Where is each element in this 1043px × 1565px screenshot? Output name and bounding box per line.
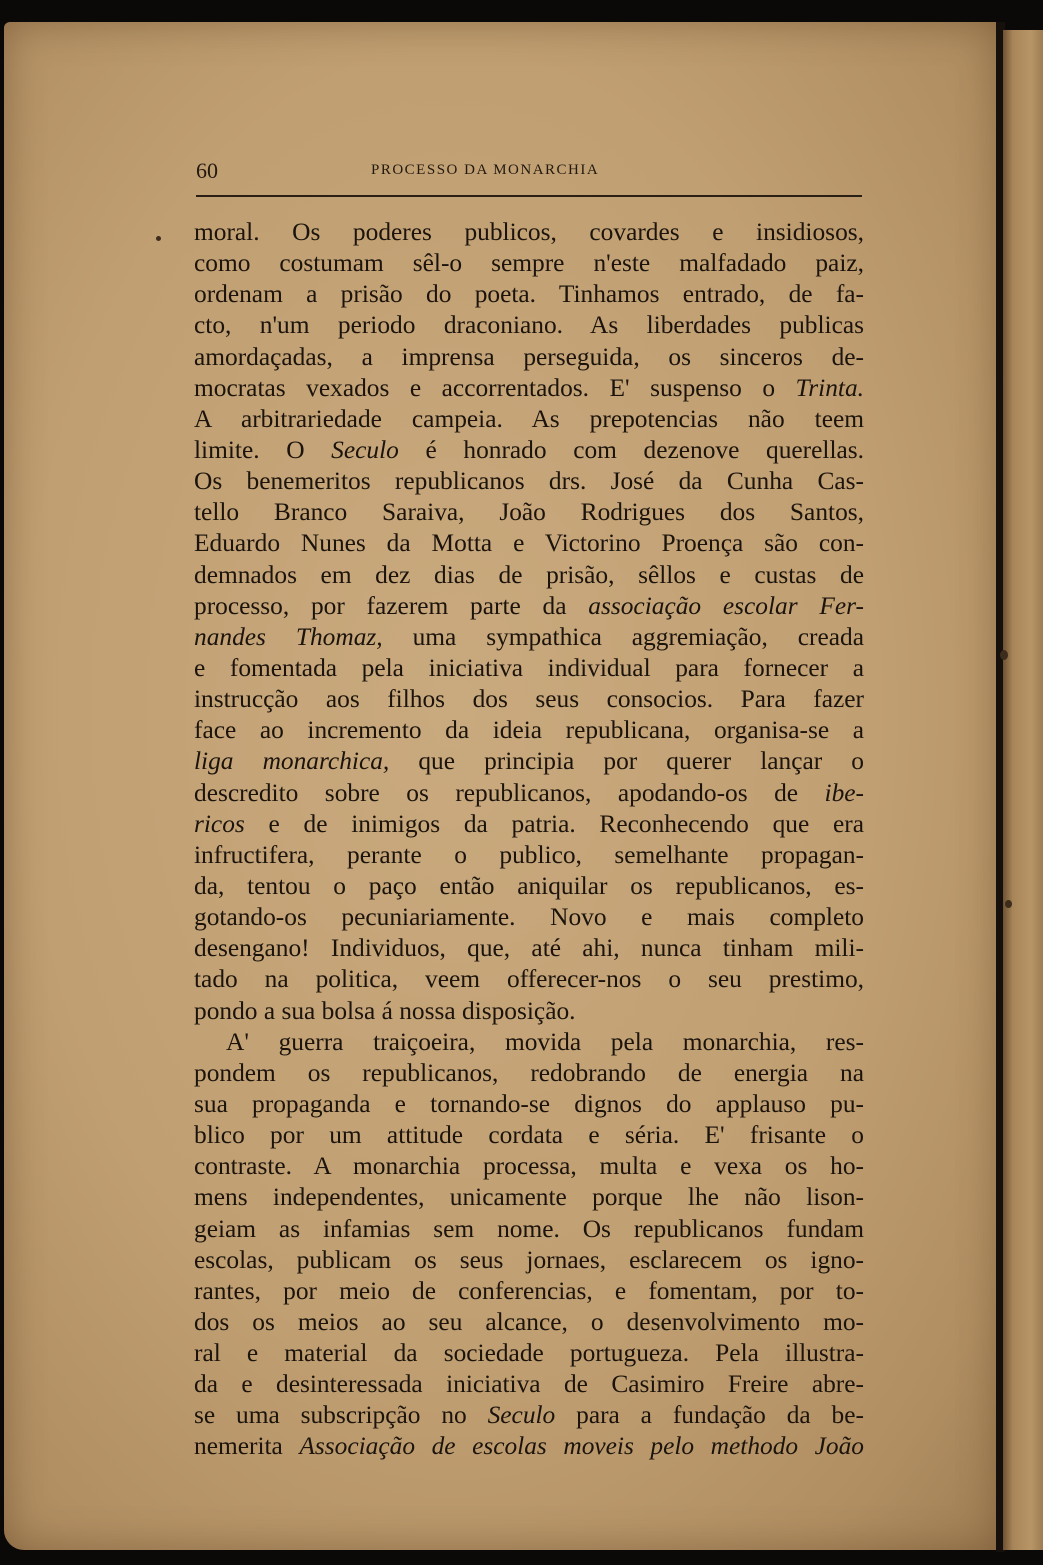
text-line: mens independentes, unicamente porque lhe não lison- xyxy=(194,1183,864,1212)
text-line: contraste. A monarchia processa, multa e vexa os ho- xyxy=(194,1152,864,1181)
text-line: mocratas vexados e accorrentados. E' suspenso o Trinta. xyxy=(194,373,864,402)
text-line: ordenam a prisão do poeta. Tinhamos entrado, de fa- xyxy=(194,280,864,309)
italic-phrase: Associação de escolas moveis pelo methodo João xyxy=(299,1432,864,1461)
text-line: se uma subscripção no Seculo para a fundação da be- xyxy=(194,1401,864,1430)
text-line: Eduardo Nunes da Motta e Victorino Proença são con- xyxy=(194,529,864,558)
text-line: A arbitrariedade campeia. As prepotencias não teem xyxy=(194,404,864,433)
running-head xyxy=(196,158,860,188)
text-line: gotando-os pecuniariamente. Novo e mais completo xyxy=(194,903,864,932)
text-line: instrucção aos filhos dos seus consocios. Para fazer xyxy=(194,685,864,714)
ink-speck xyxy=(156,236,161,241)
text-line: tello Branco Saraiva, João Rodrigues dos Santos, xyxy=(194,498,864,527)
text-line: geiam as infamias sem nome. Os republicanos fundam xyxy=(194,1214,864,1243)
text-line: desengano! Individuos, que, até ahi, nunca tinham mili- xyxy=(194,934,864,963)
text-line: infructifera, perante o publico, semelhante propagan- xyxy=(194,840,864,869)
ink-speck xyxy=(1000,650,1008,660)
text-line: nemerita Associação de escolas moveis pelo methodo João xyxy=(194,1432,864,1461)
text-line: tado na politica, veem offerecer-nos o seu prestimo, xyxy=(194,965,864,994)
text-line: amordaçadas, a imprensa perseguida, os sinceros de- xyxy=(194,342,864,371)
italic-phrase: ibe- xyxy=(824,778,864,807)
text-line: limite. O Seculo é honrado com dezenove querellas. xyxy=(194,435,864,464)
text-line: sua propaganda e tornando-se dignos do applauso pu- xyxy=(194,1089,864,1118)
text-line: nandes Thomaz, uma sympathica aggremiação, creada xyxy=(194,622,864,651)
page-number: 60 xyxy=(196,158,218,183)
text-line: A' guerra traiçoeira, movida pela monarchia, res- xyxy=(226,1027,864,1056)
body-text xyxy=(194,217,864,1463)
text-line: blico por um attitude cordata e séria. E' frisante o xyxy=(194,1121,864,1150)
adjacent-page-edge xyxy=(1003,30,1043,1550)
italic-phrase: ricos xyxy=(194,809,245,838)
text-line: ricos e de inimigos da patria. Reconhecendo que era xyxy=(194,809,864,838)
italic-phrase: associação escolar Fer- xyxy=(588,591,864,620)
text-line: rantes, por meio de conferencias, e fomentam, por to- xyxy=(194,1276,864,1305)
italic-phrase: Seculo xyxy=(487,1401,556,1430)
italic-phrase: liga monarchica, xyxy=(194,747,390,776)
text-line: Os benemeritos republicanos drs. José da Cunha Cas- xyxy=(194,467,864,496)
italic-phrase: nandes Thomaz, xyxy=(194,622,383,651)
text-line: escolas, publicam os seus jornaes, esclarecem os igno- xyxy=(194,1245,864,1274)
text-line: liga monarchica, que principia por querer lançar o xyxy=(194,747,864,776)
italic-phrase: Seculo xyxy=(331,435,399,464)
text-line: da e desinteressada iniciativa de Casimiro Freire abre- xyxy=(194,1370,864,1399)
text-line: pondem os republicanos, redobrando de energia na xyxy=(194,1058,864,1087)
ink-speck xyxy=(1005,900,1012,908)
text-line: processo, por fazerem parte da associação escolar Fer- xyxy=(194,591,864,620)
text-line: face ao incremento da ideia republicana, organisa-se a xyxy=(194,716,864,745)
text-line: descredito sobre os republicanos, apodando-os de ibe- xyxy=(194,778,864,807)
text-line: moral. Os poderes publicos, covardes e insidiosos, xyxy=(194,218,864,246)
text-line: ral e material da sociedade portugueza. Pela illustra- xyxy=(194,1339,864,1368)
running-title: PROCESSO DA MONARCHIA xyxy=(371,162,600,178)
text-line: dos os meios ao seu alcance, o desenvolvimento mo- xyxy=(194,1307,864,1336)
text-line: e fomentada pela iniciativa individual para fornecer a xyxy=(194,653,864,682)
italic-phrase: Trinta. xyxy=(795,373,864,402)
header-rule xyxy=(196,195,862,197)
text-line: pondo a sua bolsa á nossa disposição. xyxy=(194,996,576,1025)
text-line: cto, n'um periodo draconiano. As liberdades publicas xyxy=(194,311,864,340)
text-line: da, tentou o paço então aniquilar os republicanos, es- xyxy=(194,871,864,900)
text-line: como costumam sêl-o sempre n'este malfadado paiz, xyxy=(194,249,864,278)
text-line: demnados em dez dias de prisão, sêllos e custas de xyxy=(194,560,864,589)
